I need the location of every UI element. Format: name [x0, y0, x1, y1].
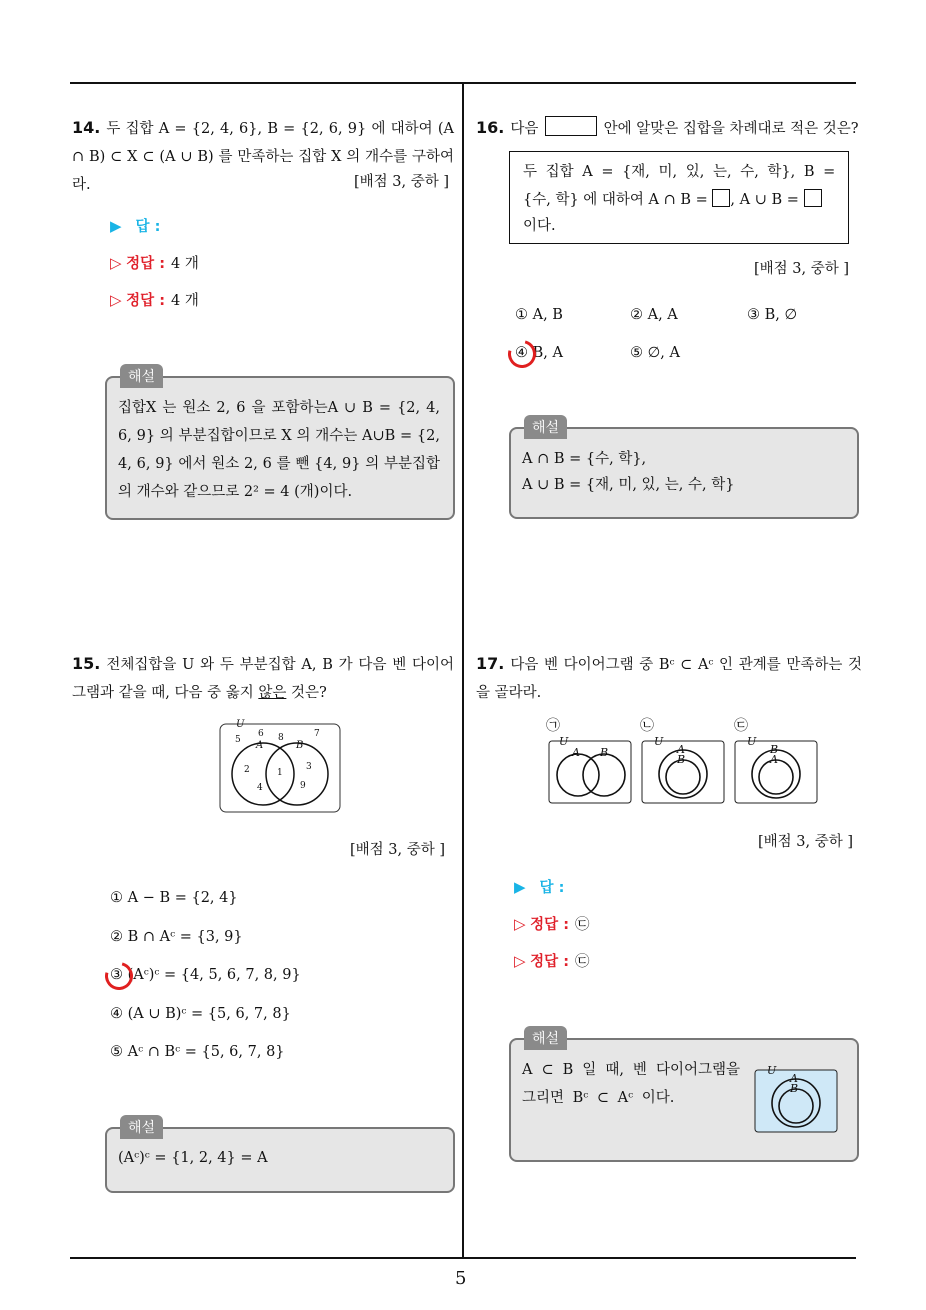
- q16-question: [476, 114, 862, 143]
- q16-explanation-tag: 해설: [524, 415, 567, 439]
- q14-explanation-tag: 해설: [120, 364, 163, 388]
- q15-selected-circle: [100, 957, 138, 995]
- center-divider: [462, 82, 464, 1258]
- q17-mark-3: ㉢: [734, 718, 748, 734]
- q16-choice-2[interactable]: ② A, A: [630, 307, 678, 323]
- q15-choice-4[interactable]: ④ (A ∪ B)ᶜ = {5, 6, 7, 8}: [110, 1006, 291, 1022]
- svg-text:B: B: [770, 743, 779, 756]
- q16-choice-5[interactable]: ⑤ ∅, A: [630, 345, 680, 361]
- q15-number: 15.: [72, 654, 101, 673]
- answer-label: 답 :: [539, 880, 565, 896]
- venn-num: 5: [235, 735, 241, 745]
- q16-box-line2: [523, 188, 822, 209]
- q14-correct-row-1: [110, 252, 199, 273]
- venn-label-B: B: [296, 740, 304, 751]
- venn-num: 7: [314, 729, 320, 739]
- triangle-outline-icon: ▷: [514, 952, 526, 970]
- triangle-outline-icon: ▷: [110, 291, 122, 309]
- play-icon: ▶: [514, 878, 526, 896]
- svg-text:B: B: [677, 753, 686, 766]
- q16-number: 16.: [476, 118, 505, 137]
- venn-label-A: A: [256, 740, 264, 751]
- svg-text:A: A: [770, 753, 778, 766]
- venn-num: 4: [257, 783, 263, 793]
- correct-label: 정답 :: [126, 293, 166, 309]
- q17-text: 다음 벤 다이어그램 중 Bᶜ ⊂ Aᶜ 인 관계를 만족하는 것을 골라라.: [476, 657, 862, 701]
- q16-small-blank-2: [804, 189, 822, 207]
- svg-text:B: B: [790, 1082, 799, 1095]
- svg-text:U: U: [654, 735, 664, 748]
- q17-mark-1: ㉠: [546, 718, 560, 734]
- q16-explanation-2: A ∪ B = {재, 미, 있, 는, 수, 학}: [522, 477, 735, 493]
- svg-text:A: A: [572, 746, 580, 759]
- q15-text-after: 것은?: [286, 685, 327, 701]
- venn-num: 6: [258, 729, 264, 739]
- q15-choice-1[interactable]: ① A − B = {2, 4}: [110, 890, 238, 906]
- page-number: 5: [455, 1268, 467, 1289]
- q14-answer-row[interactable]: [110, 215, 160, 236]
- correct-label: 정답 :: [530, 917, 570, 933]
- q17-diagram-2: [641, 734, 725, 806]
- q16-choice-4[interactable]: ④ B, A: [515, 345, 563, 361]
- q16-choice-1[interactable]: ① A, B: [515, 307, 563, 323]
- correct-value: 4 개: [171, 293, 199, 309]
- q17-mark-2: ㉡: [640, 718, 654, 734]
- q16-score: [배점 3, 중하 ]: [754, 261, 850, 277]
- svg-text:U: U: [747, 735, 757, 748]
- q16-box-line1: 두 집합 A = {재, 미, 있, 는, 수, 학}, B =: [523, 164, 836, 180]
- q17-question: [476, 650, 862, 707]
- q14-text: 두 집합 A = {2, 4, 6}, B = {2, 6, 9} 에 대하여 (A ∩ B) ⊂ X ⊂ (A ∪ B) 를 만족하는 집합 X 의 개수를 구하여라.: [72, 121, 454, 193]
- q16-box-line2a: {수, 학} 에 대하여 A ∩ B =: [523, 192, 708, 208]
- q17-diagram-1: [548, 734, 632, 806]
- q16-choice-3[interactable]: ③ B, ∅: [747, 307, 798, 323]
- venn-label-U: U: [236, 719, 245, 730]
- triangle-outline-icon: ▷: [514, 915, 526, 933]
- q16-blank-box: [545, 116, 597, 136]
- correct-value: ㉢: [575, 917, 590, 933]
- correct-label: 정답 :: [126, 256, 166, 272]
- venn-num: 3: [306, 762, 312, 772]
- q17-correct-row-2: [514, 950, 590, 971]
- q15-choice-3[interactable]: ③ (Aᶜ)ᶜ = {4, 5, 6, 7, 8, 9}: [110, 967, 301, 983]
- triangle-outline-icon: ▷: [110, 254, 122, 272]
- q16-small-blank-1: [712, 189, 730, 207]
- q17-explanation-diagram: [754, 1063, 838, 1135]
- q15-question: [72, 650, 454, 707]
- q15-text-before: 전체집합을 U 와 두 부분집합 A, B 가 다음 벤 다이어그램과 같을 때, 다음 중 옳지: [72, 657, 454, 701]
- answer-label: 답 :: [135, 219, 161, 235]
- q15-text-underline: 않은: [258, 685, 287, 701]
- svg-text:A: A: [677, 743, 685, 756]
- q17-answer-row[interactable]: [514, 876, 564, 897]
- q14-explanation: 집합X 는 원소 2, 6 을 포함하는A ∪ B = {2, 4, 6, 9} 의 부분집합이므로 X 의 개수는 A∪B = {2, 4, 6, 9} 에서 원소 2, 6 를 뺀 {4, 9} 의 부분집합의 개수와 같으므로 2² = 4 (개)이다.: [118, 400, 440, 500]
- q16-explanation-1: A ∩ B = {수, 학},: [522, 451, 647, 467]
- svg-text:B: B: [600, 746, 609, 759]
- q16-text-after: 안에 알맞은 집합을 차례대로 적은 것은?: [603, 121, 859, 137]
- svg-text:U: U: [559, 735, 569, 748]
- q16-selected-circle: [503, 335, 541, 373]
- q15-choice-5[interactable]: ⑤ Aᶜ ∩ Bᶜ = {5, 6, 7, 8}: [110, 1044, 285, 1060]
- q17-explanation-tag: 해설: [524, 1026, 567, 1050]
- venn-num: 2: [244, 765, 250, 775]
- q17-score: [배점 3, 중하 ]: [758, 834, 854, 850]
- venn-num: 8: [278, 733, 284, 743]
- q16-text-before: 다음: [510, 121, 539, 137]
- q14-number: 14.: [72, 118, 101, 137]
- q15-explanation: (Aᶜ)ᶜ = {1, 2, 4} = A: [118, 1150, 268, 1166]
- q14-score: [배점 3, 중하 ]: [354, 174, 450, 190]
- q17-number: 17.: [476, 654, 505, 673]
- svg-text:U: U: [767, 1064, 777, 1077]
- correct-label: 정답 :: [530, 954, 570, 970]
- q17-diagram-3: [734, 734, 818, 806]
- q16-box-line3: 이다.: [523, 218, 556, 234]
- q15-score: [배점 3, 중하 ]: [350, 842, 446, 858]
- svg-text:A: A: [790, 1072, 798, 1085]
- bottom-rule: [70, 1257, 856, 1259]
- q17-explanation: A ⊂ B 일 때, 벤 다이어그램을 그리면 Bᶜ ⊂ Aᶜ 이다.: [522, 1062, 740, 1106]
- q16-box-line2b: , A ∪ B =: [730, 192, 799, 208]
- q14-correct-row-2: [110, 289, 199, 310]
- venn-num: 9: [300, 781, 306, 791]
- q15-venn-diagram: [218, 718, 342, 814]
- correct-value: 4 개: [171, 256, 199, 272]
- q17-correct-row-1: [514, 913, 590, 934]
- venn-num: 1: [277, 768, 283, 778]
- play-icon: ▶: [110, 217, 122, 235]
- q15-explanation-tag: 해설: [120, 1115, 163, 1139]
- correct-value: ㉢: [575, 954, 590, 970]
- q15-choice-2[interactable]: ② B ∩ Aᶜ = {3, 9}: [110, 929, 243, 945]
